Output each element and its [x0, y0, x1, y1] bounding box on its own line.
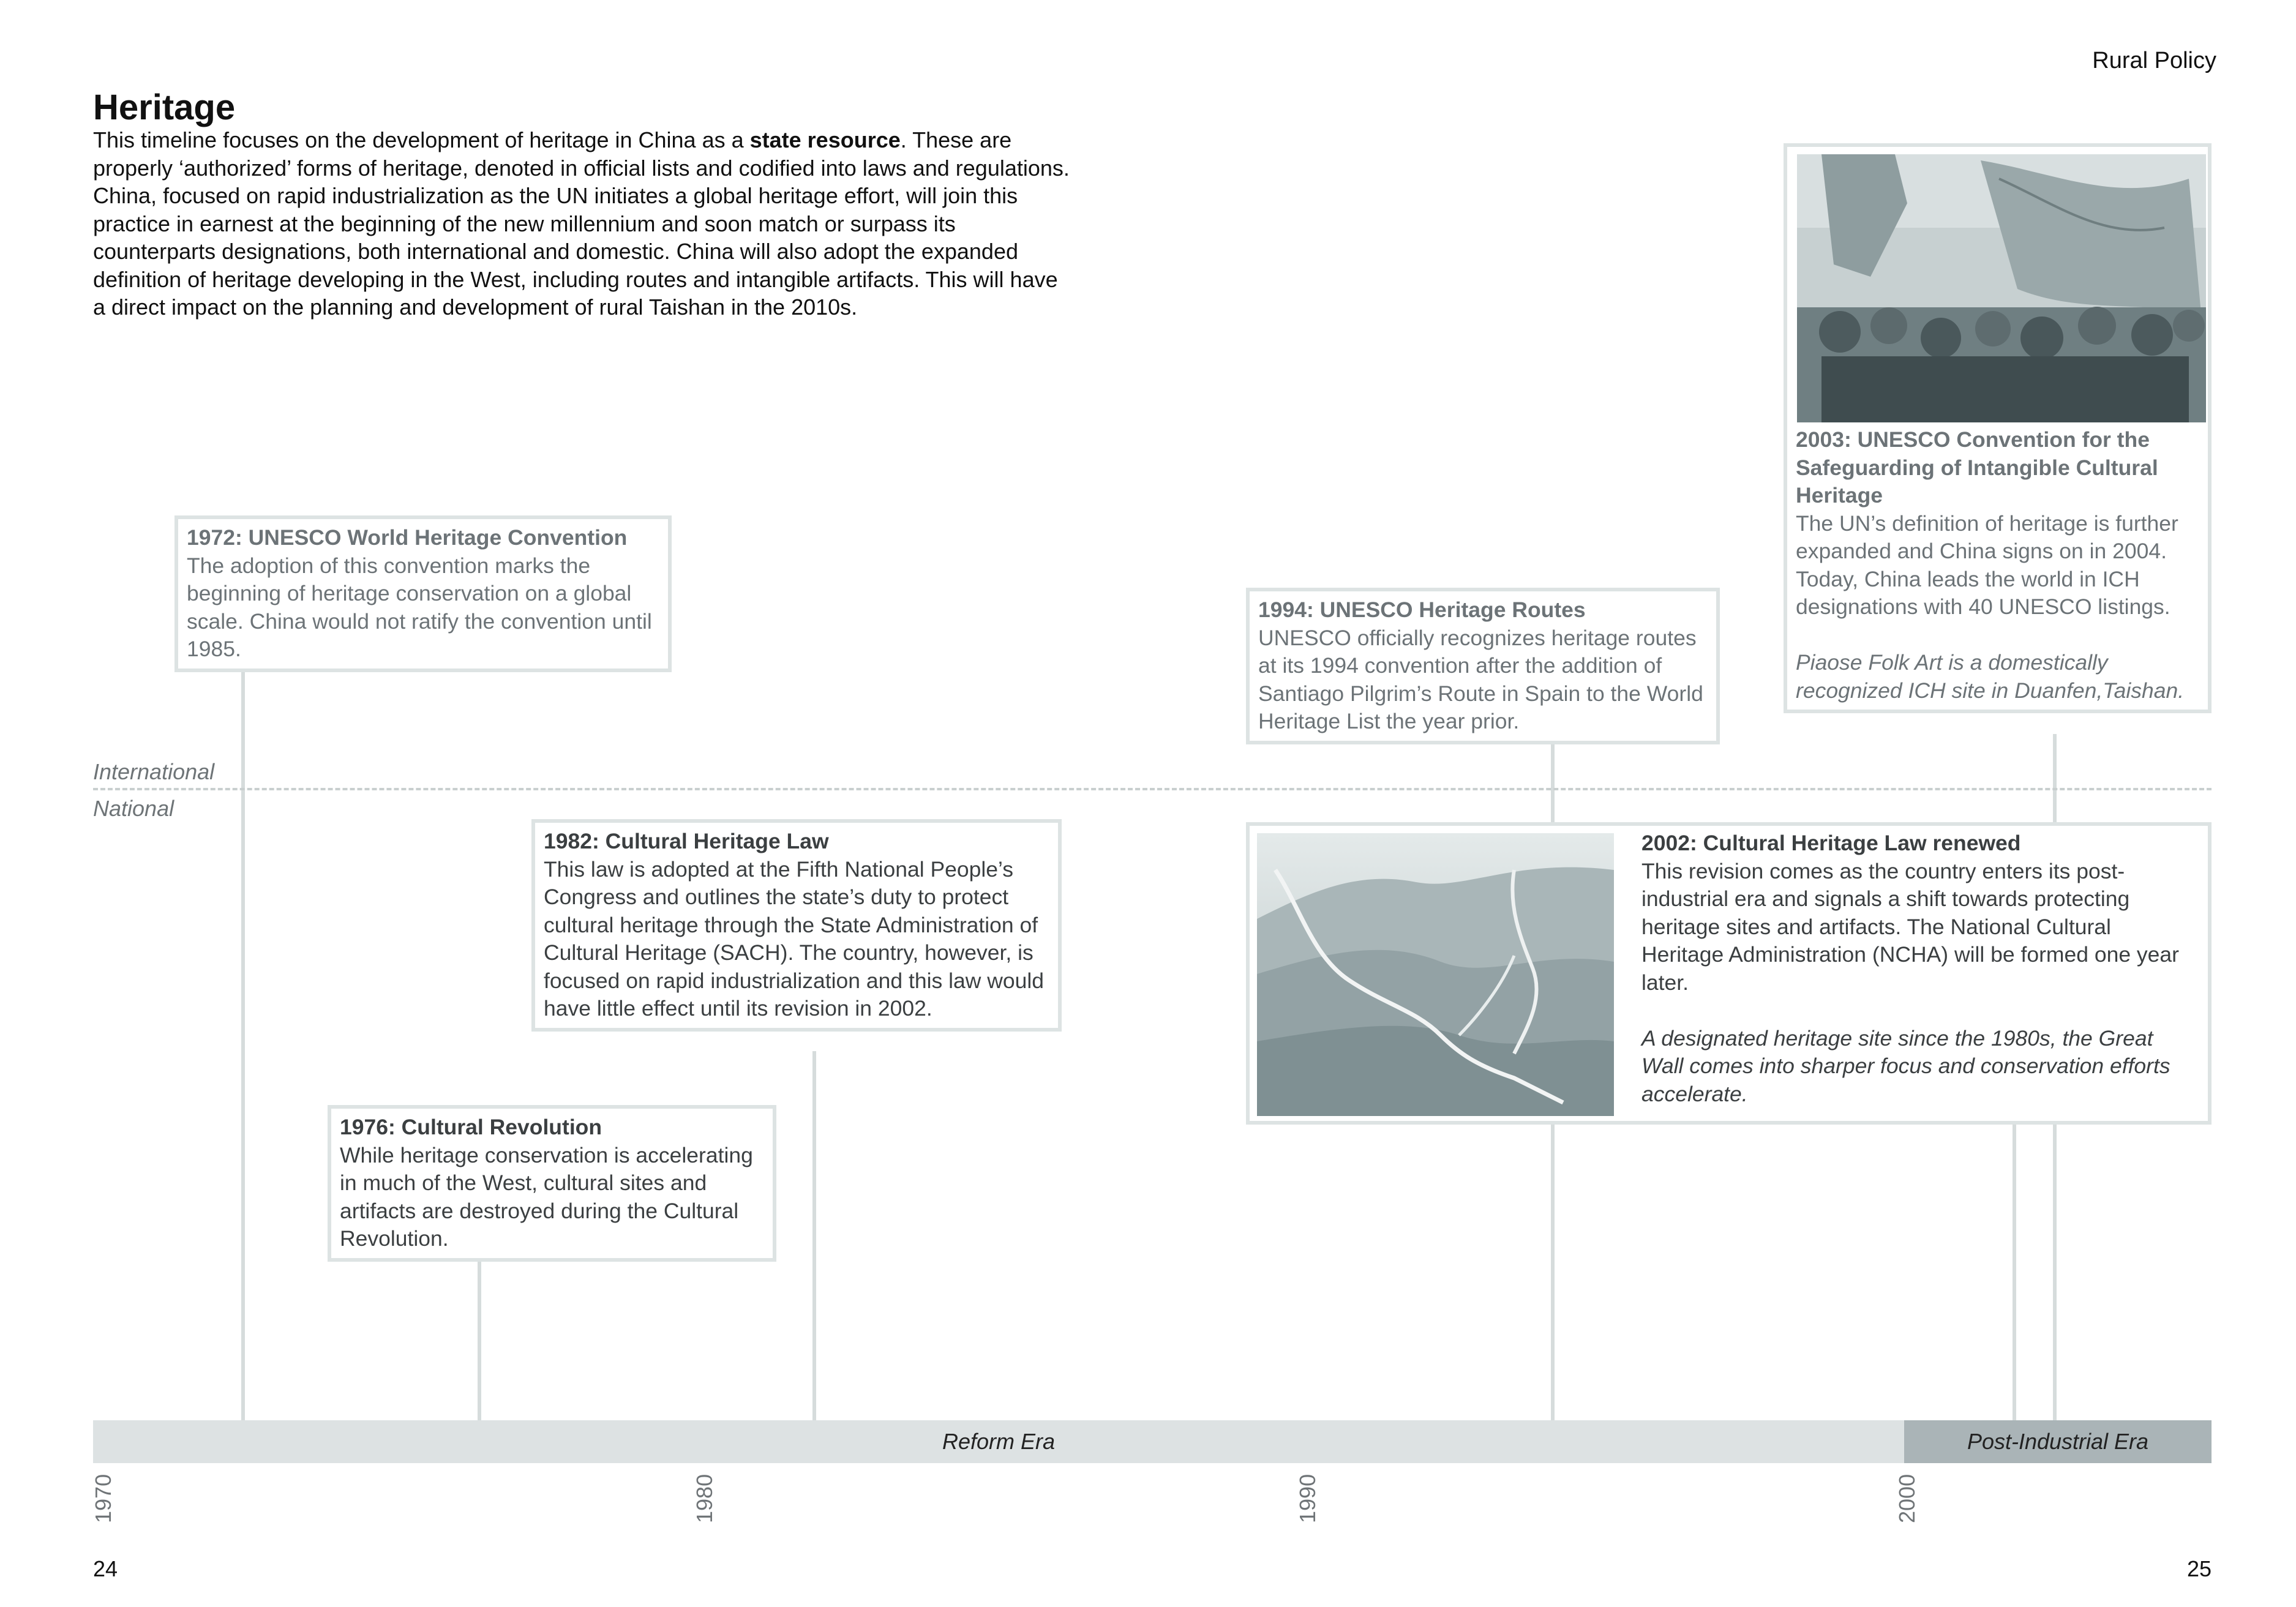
era-reform-label: Reform Era: [942, 1429, 1056, 1454]
event-1982-body: This law is adopted at the Fifth National People’s Congress and outlines the state’s duty to protect cultural heritage through the State Administration of Cultural Heritage (SACH). The country, however, is focused on rapid industrialization and this law would have little effect until its revision in 2002.: [544, 856, 1044, 1021]
event-1994-body: UNESCO officially recognizes heritage routes at its 1994 convention after the addition of Santiago Pilgrim’s Route in Spain to the World Heritage List the year prior.: [1258, 625, 1703, 733]
era-bar-post-industrial: [1904, 1420, 2212, 1463]
era-bar-reform: [93, 1420, 1904, 1463]
year-1970: 1970: [91, 1474, 116, 1523]
event-1982-title: 1982: Cultural Heritage Law: [544, 829, 829, 853]
event-1994-title: 1994: UNESCO Heritage Routes: [1258, 597, 1586, 622]
international-national-divider: [93, 788, 2212, 790]
page-number-left: 24: [93, 1556, 118, 1581]
section-label: Rural Policy: [2092, 48, 2216, 73]
event-1976: [328, 1105, 776, 1262]
event-1972: [174, 515, 672, 672]
intro-text-2: . These are properly ‘authorized’ forms of heritage, denoted in official lists and codified into laws and regulations. China, focused on rapid industrialization as the UN initiates a global heritage effort, will join this practice in earnest at the beginning of the new millennium and soon match or surpass its counterparts designations, both international and domestic. China will also adopt the expanded definition of heritage developing in the West, including routes and intangible artifacts. This will have a direct impact on the planning and development of rural Taishan in the 2010s.: [93, 127, 1070, 320]
piaose-folk-art-image: [1797, 154, 2206, 422]
intro-bold: state resource: [749, 127, 901, 152]
great-wall-image: [1257, 833, 1614, 1116]
event-2003-caption: Piaose Folk Art is a domestically recognized ICH site in Duanfen,Taishan.: [1796, 650, 2185, 703]
event-1972-body: The adoption of this convention marks the beginning of heritage conservation on a global scale. China would not ratify the convention until 1985.: [187, 553, 652, 661]
event-1976-title: 1976: Cultural Revolution: [340, 1115, 602, 1139]
event-2003-body2: Today, China leads the world in ICH designations with 40 UNESCO listings.: [1796, 566, 2170, 619]
event-2003-spacer: [1796, 621, 2199, 650]
event-2002-body: This revision comes as the country enters its post-industrial era and signals a shift towards protecting heritage sites and artifacts. The National Cultural Heritage Administration (NCHA) will be formed one year later.: [1641, 858, 2179, 995]
great-wall-photo: [1257, 833, 1614, 1116]
event-2002: [1246, 822, 2212, 1125]
connector-2002: [2013, 1124, 2016, 1422]
label-national: National: [93, 796, 174, 821]
event-2002-caption: A designated heritage site since the 1980s, the Great Wall comes into sharper focus and conservation efforts accelerate.: [1641, 1025, 2170, 1106]
page-number-right: 25: [2186, 1556, 2212, 1581]
event-2002-spacer: [1641, 997, 2199, 1025]
connector-1972: [241, 661, 245, 1422]
event-2003-title: 2003: UNESCO Convention for the Safeguarding of Intangible Cultural Heritage: [1796, 427, 2158, 508]
year-1980: 1980: [692, 1474, 717, 1523]
era-post-industrial-label: Post-Industrial Era: [1967, 1429, 2149, 1454]
event-1994: [1246, 588, 1720, 744]
label-international: International: [93, 759, 215, 784]
page-title: Heritage: [93, 88, 236, 127]
event-1976-body: While heritage conservation is accelerating in much of the West, cultural sites and artifacts are destroyed during the Cultural Revolution.: [340, 1142, 753, 1251]
event-2003-body: The UN’s definition of heritage is further expanded and China signs on in 2004.: [1796, 511, 2178, 563]
connector-1976: [478, 1252, 481, 1422]
piaose-photo: [1797, 154, 2206, 422]
event-1982: [531, 819, 1062, 1032]
event-2003: [1784, 143, 2212, 713]
intro-text-1: This timeline focuses on the development of heritage in China as a: [93, 127, 750, 152]
year-1990: 1990: [1295, 1474, 1320, 1523]
intro-paragraph: [93, 126, 1073, 321]
event-1972-title: 1972: UNESCO World Heritage Convention: [187, 525, 628, 550]
connector-1982: [812, 1051, 816, 1422]
year-2000: 2000: [1894, 1474, 1919, 1523]
event-2002-text: [1641, 830, 2199, 1108]
event-2002-title: 2002: Cultural Heritage Law renewed: [1641, 831, 2021, 855]
